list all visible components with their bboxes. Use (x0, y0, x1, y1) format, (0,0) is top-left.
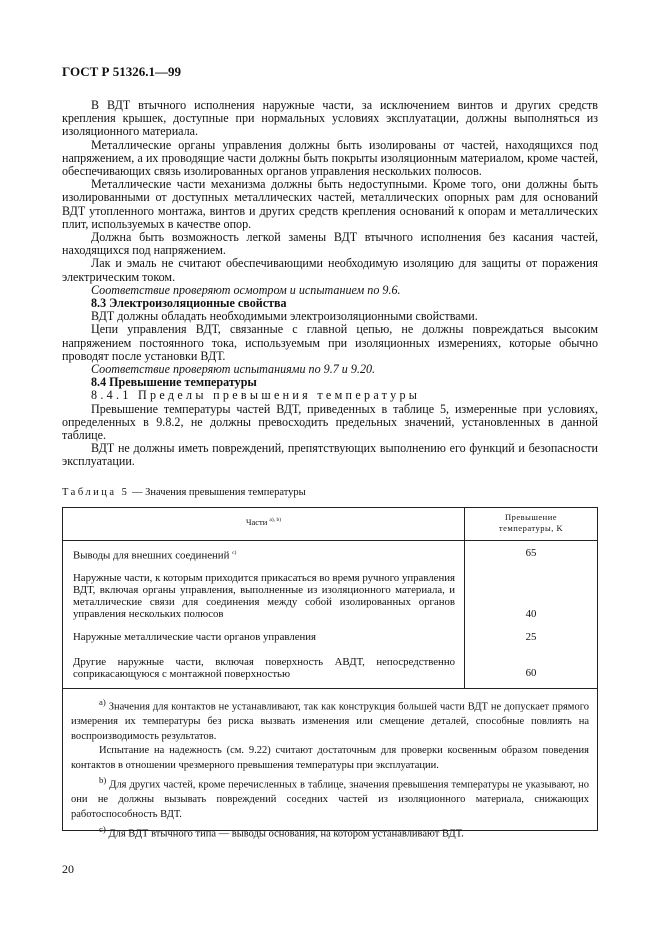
footnote: $^{b)}$ Для других частей, кроме перечисленных в таблице, значения превышения температуры не указывают, но они не должны вызывать повреждений соседних частей из изоляционного материала, снижающих работоспособность ВДТ. (71, 775, 590, 820)
table-footnotes (71, 695, 589, 842)
compliance-note: Соответствие проверяют испытаниями по 9.7 и 9.20. (91, 362, 376, 377)
paragraph: Лак и эмаль не считают обеспечивающими необходимую изоляцию для защиты от поражения электрическим током. (62, 256, 598, 284)
document-header: ГОСТ Р 51326.1—99 (62, 64, 181, 79)
table-cell-part: Наружные части, к которым приходится прикасаться во время ручного управления ВДТ, включая органы управления, выполненные из изоляционного материала, и металлические связи для соединения между собой изолированных органов управления нескольких полюсов (73, 572, 455, 620)
table-cell-part: Выводы для внешних соединений $^{c)}$ (73, 549, 237, 562)
paragraph: Превышение температуры частей ВДТ, приведенных в таблице 5, измеренные при условиях, определенных в 9.8.2, не должны превосходить предельных значений, установленных в данной таблице. (62, 401, 598, 443)
footnote-divider (63, 688, 597, 689)
section-heading: 8.3 Электроизоляционные свойства (91, 296, 287, 311)
compliance-note: Соответствие проверяют осмотром и испытанием по 9.6. (91, 282, 401, 297)
paragraph: ВДТ должны обладать необходимыми электроизоляционными свойствами. (91, 309, 478, 324)
col-header-value: Превышение температуры, K (498, 512, 564, 533)
subsection-heading: 8.4.1 Пределы превышения температуры (91, 388, 421, 403)
table-cell-value: 40 (525, 608, 537, 620)
table-cell-value: 60 (525, 667, 537, 679)
page-number: 20 (62, 862, 74, 876)
footnote: $^{a)}$ Значения для контактов не устанавливают, так как конструкция большей части ВДТ не допускает прямого измерения их температуры без риска вызвать изменения или смещение деталей, способные повлиять на воспроизводимость результатов. (71, 697, 589, 742)
col-header-parts: Части $^{a), b)}$ (245, 517, 282, 527)
table-caption-label: Таблица 5 (62, 487, 130, 498)
table-cell-part: Наружные металлические части органов управления (73, 631, 317, 643)
paragraph: Металлические части механизма должны быть недоступными. Кроме того, они должны быть изолированными от доступных металлических частей, металлических опорных рам для оснований ВДТ утопленного монтажа, винтов и других средств крепления оснований к опорам и металлических плит, используемых в качестве опор. (62, 177, 598, 231)
footnote: Испытание на надежность (см. 9.22) считают достаточным для проверки косвенным образом поведения контактов в отношении чрезмерного превышения температуры при эксплуатации. (71, 745, 589, 771)
table-cell-value: 25 (525, 631, 537, 643)
table-caption-text: — Значения превышения температуры (132, 487, 306, 498)
temperature-table (62, 507, 598, 840)
paragraph: В ВДТ втычного исполнения наружные части, за исключением винтов и других средств крепления крышек, доступные при нормальных условиях эксплуатации, должны выполняться из изоляционного материала. (62, 98, 598, 139)
footnote: $^{c)}$ Для ВДТ втычного типа — выводы основания, на котором устанавливают ВДТ. (99, 824, 464, 840)
table-cell-value: 65 (525, 547, 537, 559)
column-divider (464, 508, 465, 688)
paragraph: Металлические органы управления должны быть изолированы от частей, находящихся под напряжением, а их проводящие части должны быть покрыты изоляционным материалом, кроме частей, обеспечивающих связь изолированных органов управления нескольких полюсов. (62, 137, 598, 179)
section-heading: 8.4 Превышение температуры (91, 375, 257, 390)
table-cell-part: Другие наружные части, включая поверхность АВДТ, непосредственно соприкасающуюся с монтажной поверхностью (73, 656, 455, 680)
table-caption (62, 487, 306, 498)
body-text (62, 99, 598, 469)
paragraph: Цепи управления ВДТ, связанные с главной цепью, не должны повреждаться высоким напряжением постоянного тока, используемым при изоляционных измерениях, которые обычно проводят после установки ВДТ. (62, 322, 598, 363)
paragraph: Должна быть возможность легкой замены ВДТ втычного исполнения без касания частей, находящихся под напряжением. (62, 230, 598, 258)
paragraph: ВДТ не должны иметь повреждений, препятствующих выполнению его функций и безопасности эксплуатации. (62, 441, 598, 469)
